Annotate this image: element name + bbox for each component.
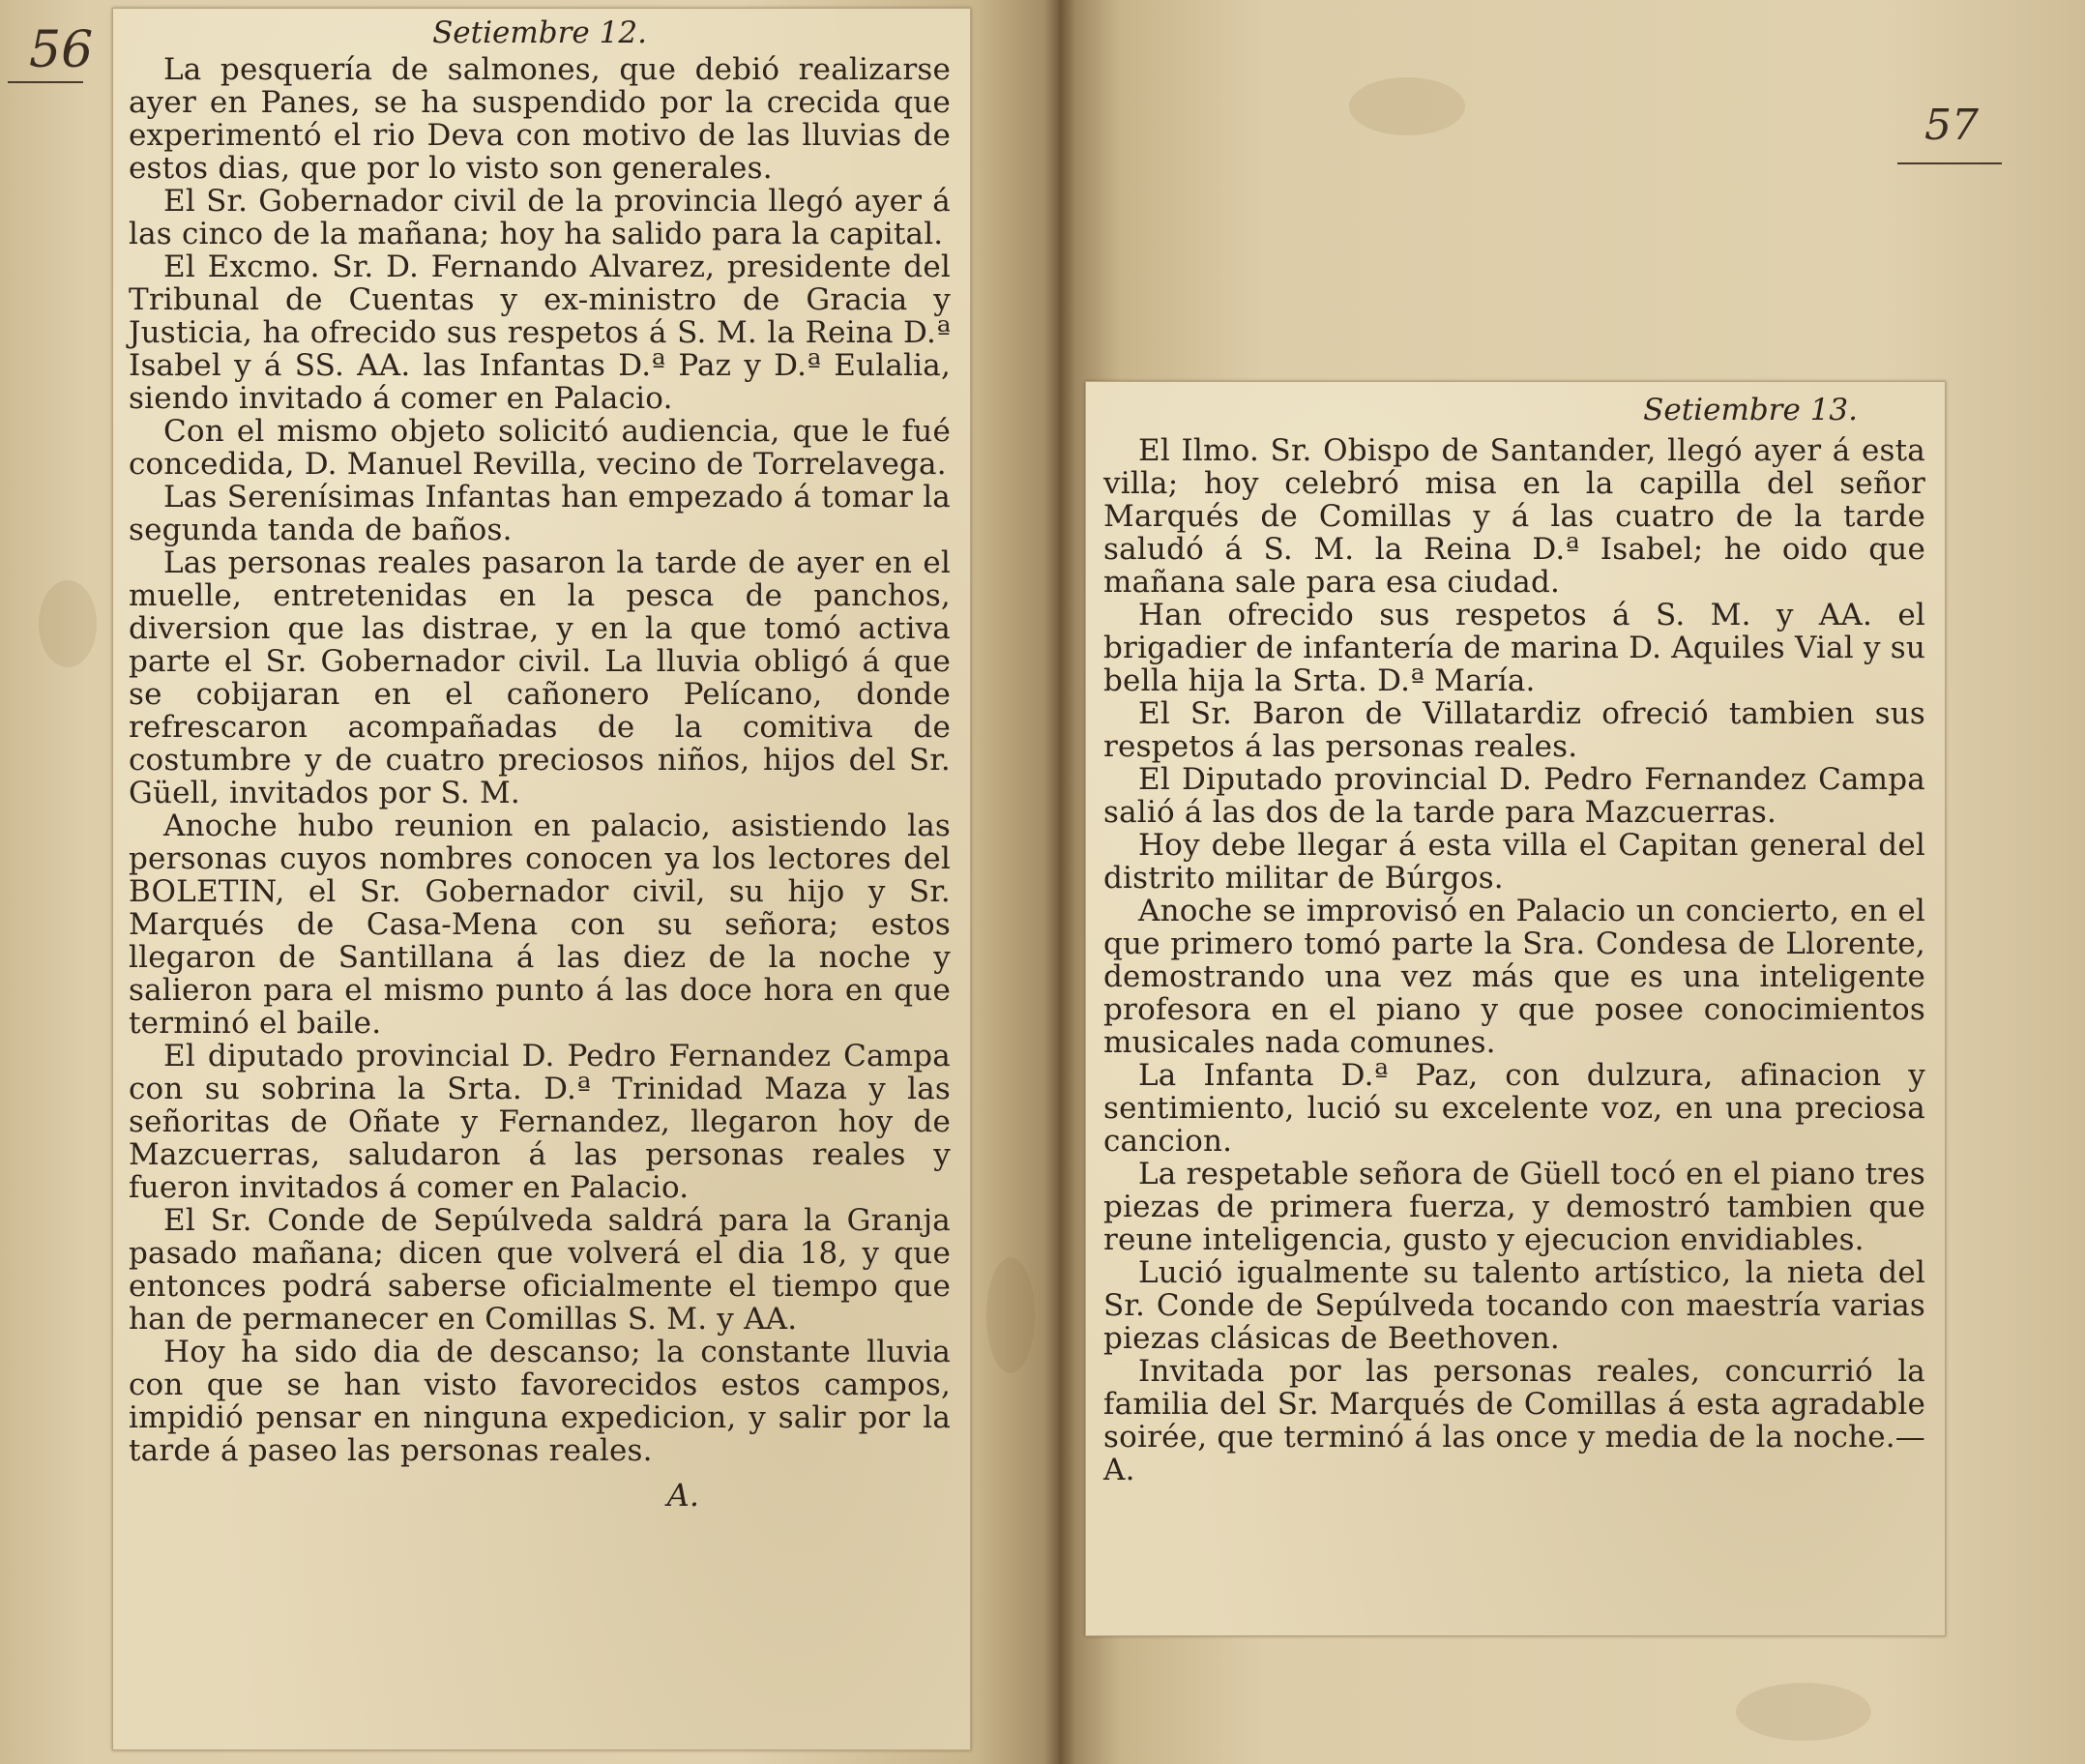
clipping-signature: A. [666,1477,699,1514]
paper-stain [1736,1683,1871,1741]
article-paragraph: Anoche hubo reunion en palacio, asistiendo las personas cuyos nombres conocen ya los lectores del BOLETIN, el Sr. Gobernador civil, su hijo y Sr. Marqués de Casa-Mena con su señora; estos llegaron de Santillana á las diez de la noche y salieron para el mismo punto á las doce hora en que terminó el baile. [129,808,951,1042]
article-paragraph: Lució igualmente su talento artístico, la nieta del Sr. Conde de Sepúlveda tocando con maestría varias piezas clásicas de Beethoven. [1103,1255,1925,1357]
article-paragraph: El diputado provincial D. Pedro Fernandez Campa con su sobrina la Srta. D.ª Trinidad Maza y las señoritas de Oñate y Fernandez, llegaron hoy de Mazcuerras, saludaron á las personas reales y fueron invitados á comer en Palacio. [129,1039,951,1206]
article-paragraph: Hoy ha sido dia de descanso; la constante lluvia con que se han visto favorecidos estos campos, impidió pensar en ninguna expedicion, y salir por la tarde á paseo las personas reales. [129,1335,951,1469]
article-paragraph: Las personas reales pasaron la tarde de ayer en el muelle, entretenidas en la pesca de panchos, diversion que las distrae, y en la que tomó activa parte el Sr. Gobernador civil. La lluvia obligó á que se cobijaran en el cañonero Pelícano, donde refrescaron acompañadas de la comitiva de costumbre y de cuatro preciosos niños, hijos del Sr. Güell, invitados por S. M. [129,545,951,811]
page-number-underline-left [8,81,83,83]
paper-stain [986,1257,1035,1373]
article-paragraph: La respetable señora de Güell tocó en el piano tres piezas de primera fuerza, y demostró tambien que reune inteligencia, gusto y ejecucion envidiables. [1103,1157,1925,1258]
article-paragraph: El Sr. Gobernador civil de la provincia llegó ayer á las cinco de la mañana; hoy ha salido para la capital. [129,184,951,252]
article-paragraph: Han ofrecido sus respetos á S. M. y AA. el brigadier de infantería de marina D. Aquiles Vial y su bella hija la Srta. D.ª María. [1103,598,1925,699]
book-spine [1044,0,1075,1764]
article-paragraph: Con el mismo objeto solicitó audiencia, que le fué concedida, D. Manuel Revilla, vecino de Torrelavega. [129,414,951,483]
clipping-date: Setiembre 13. [1643,393,1858,427]
article-paragraph: Invitada por las personas reales, concurrió la familia del Sr. Marqués de Comillas á esta agradable soirée, que terminó á las once y media de la noche.—A. [1103,1354,1925,1488]
article-paragraph: Anoche se improvisó en Palacio un concierto, en el que primero tomó parte la Sra. Condesa de Llorente, demostrando una vez más que es una inteligente profesora en el piano y que posee conocimientos musicales nada comunes. [1103,894,1925,1061]
page-number-right: 57 [1924,101,1979,150]
article-paragraph: El Diputado provincial D. Pedro Fernandez Campa salió á las dos de la tarde para Mazcuerras. [1103,762,1925,831]
newspaper-clipping-left [112,8,971,1750]
paper-stain [39,580,97,667]
article-paragraph: El Sr. Baron de Villatardiz ofreció tambien sus respetos á las personas reales. [1103,696,1925,765]
paper-stain [1349,77,1465,135]
page-number-left: 56 [29,21,94,79]
article-paragraph: El Sr. Conde de Sepúlveda saldrá para la Granja pasado mañana; dicen que volverá el dia 18, y que entonces podrá saberse oficialmente el tiempo que han de permanecer en Comillas S. M. y AA. [129,1203,951,1338]
article-paragraph: La Infanta D.ª Paz, con dulzura, afinacion y sentimiento, lució su excelente voz, en una preciosa cancion. [1103,1058,1925,1160]
article-paragraph: Hoy debe llegar á esta villa el Capitan general del distrito militar de Búrgos. [1103,828,1925,897]
newspaper-clipping-right [1085,381,1946,1636]
clipping-date: Setiembre 12. [432,15,647,50]
article-paragraph: El Ilmo. Sr. Obispo de Santander, llegó ayer á esta villa; hoy celebró misa en la capilla del señor Marqués de Comillas y á las cuatro de la tarde saludó á S. M. la Reina D.ª Isabel; he oido que mañana sale para esa ciudad. [1103,433,1925,601]
page-number-underline-right [1897,162,2002,164]
article-paragraph: Las Serenísimas Infantas han empezado á tomar la segunda tanda de baños. [129,480,951,548]
article-paragraph: La pesquería de salmones, que debió realizarse ayer en Panes, se ha suspendido por la crecida que experimentó el rio Deva con motivo de las lluvias de estos dias, que por lo visto son generales. [129,52,951,187]
article-paragraph: El Excmo. Sr. D. Fernando Alvarez, presidente del Tribunal de Cuentas y ex-ministro de Gracia y Justicia, ha ofrecido sus respetos á S. M. la Reina D.ª Isabel y á SS. AA. las Infantas D.ª Paz y D.ª Eulalia, siendo invitado á comer en Palacio. [129,250,951,417]
